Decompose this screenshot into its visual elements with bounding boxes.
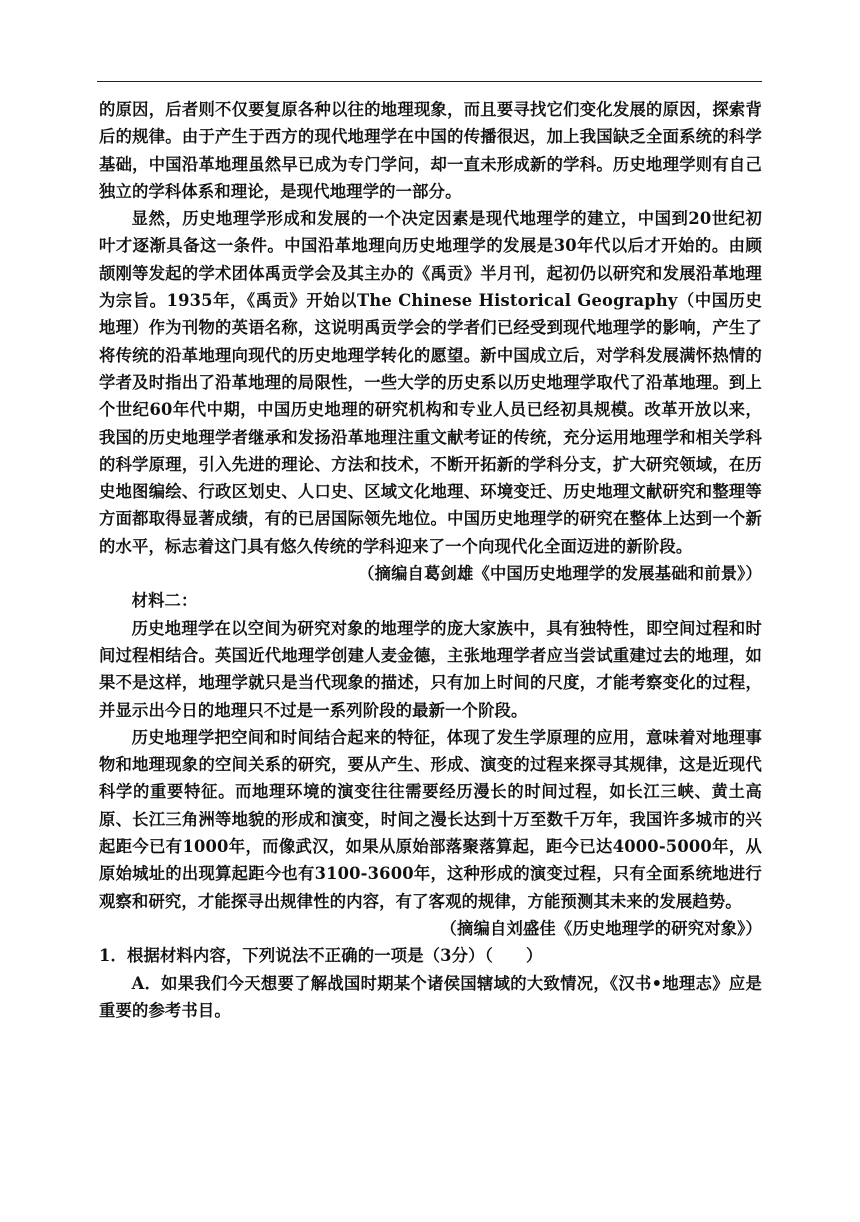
question-1-option-a: A．如果我们今天想要了解战国时期某个诸侯国辖域的大致情况，《汉书•地理志》应是重要的参考书目。 (99, 973, 762, 1020)
material-one-paragraph-2: 显然，历史地理学形成和发展的一个决定因素是现代地理学的建立，中国到20世纪初叶才逐渐具备这一条件。中国沿革地理向历史地理学的发展是30年代以后才开始的。由顾颉刚等发起的学术团体禹贡学会及其主办的《禹贡》半月刊，起初仍以研究和发展沿革地理为宗旨。1935年，《禹贡》开始以The Chinese Historical Geography（中国历史地理）作为刊物的英语名称，这说明禹贡学会的学者们已经受到现代地理学的影响，产生了将传统的沿革地理向现代的历史地理学转化的愿望。新中国成立后，对学科发展满怀热情的学者及时指出了沿革地理的局限性，一些大学的历史系以历史地理学取代了沿革地理。到上个世纪60年代中期，中国历史地理的研究机构和专业人员已经初具规模。改革开放以来，我国的历史地理学者继承和发扬沿革地理注重文献考证的传统，充分运用地理学和相关学科的科学原理，引入先进的理论、方法和技术，不断开拓新的学科分支，扩大研究领域，在历史地图编绘、行政区划史、人口史、区域文化地理、环境变迁、历史地理文献研究和整理等方面都取得显著成绩，有的已居国际领先地位。中国历史地理学的研究在整体上达到一个新的水平，标志着这门具有悠久传统的学科迎来了一个向现代化全面迈进的新阶段。 (99, 209, 762, 556)
question-1-stem: 1．根据材料内容，下列说法不正确的一项是（3分）（ ） (99, 946, 543, 966)
material-two-source: （摘编自刘盛佳《历史地理学的研究对象》） (440, 918, 762, 938)
material-one-source: （摘编自葛剑雄《中国历史地理学的发展基础和前景》） (358, 564, 762, 584)
header-rule (97, 81, 762, 82)
material-two-paragraph-1: 历史地理学在以空间为研究对象的地理学的庞大家族中，具有独特性，即空间过程和时间过程相结合。英国近代地理学创建人麦金德，主张地理学者应当尝试重建过去的地理，如果不是这样，地理学就只是当代现象的描述，只有加上时间的尺度，才能考察变化的过程，并显示出今日的地理只不过是一系列阶段的最新一个阶段。 (99, 618, 762, 720)
document-body (99, 96, 762, 1024)
material-two-paragraph-2: 历史地理学把空间和时间结合起来的特征，体现了发生学原理的应用，意味着对地理事物和地理现象的空间关系的研究，要从产生、形成、演变的过程来探寻其规律，这是近现代科学的重要特征。而地理环境的演变往往需要经历漫长的时间过程，如长江三峡、黄土高原、长江三角洲等地貌的形成和演变，时间之漫长达到十万至数千万年，我国许多城市的兴起距今已有1000年，而像武汉，如果从原始部落聚落算起，距今已达4000-5000年，从原始城址的出现算起距今也有3100-3600年，这种形成的演变过程，只有全面系统地进行观察和研究，才能探寻出规律性的内容，有了客观的规律，方能预测其未来的发展趋势。 (99, 727, 762, 911)
material-one-paragraph-1: 的原因，后者则不仅要复原各种以往的地理现象，而且要寻找它们变化发展的原因，探索背后的规律。由于产生于西方的现代地理学在中国的传播很迟，加上我国缺乏全面系统的科学基础，中国沿革地理虽然早已成为专门学问，却一直未形成新的学科。历史地理学则有自己独立的学科体系和理论，是现代地理学的一部分。 (99, 100, 762, 201)
material-two-label: 材料二： (131, 591, 198, 611)
